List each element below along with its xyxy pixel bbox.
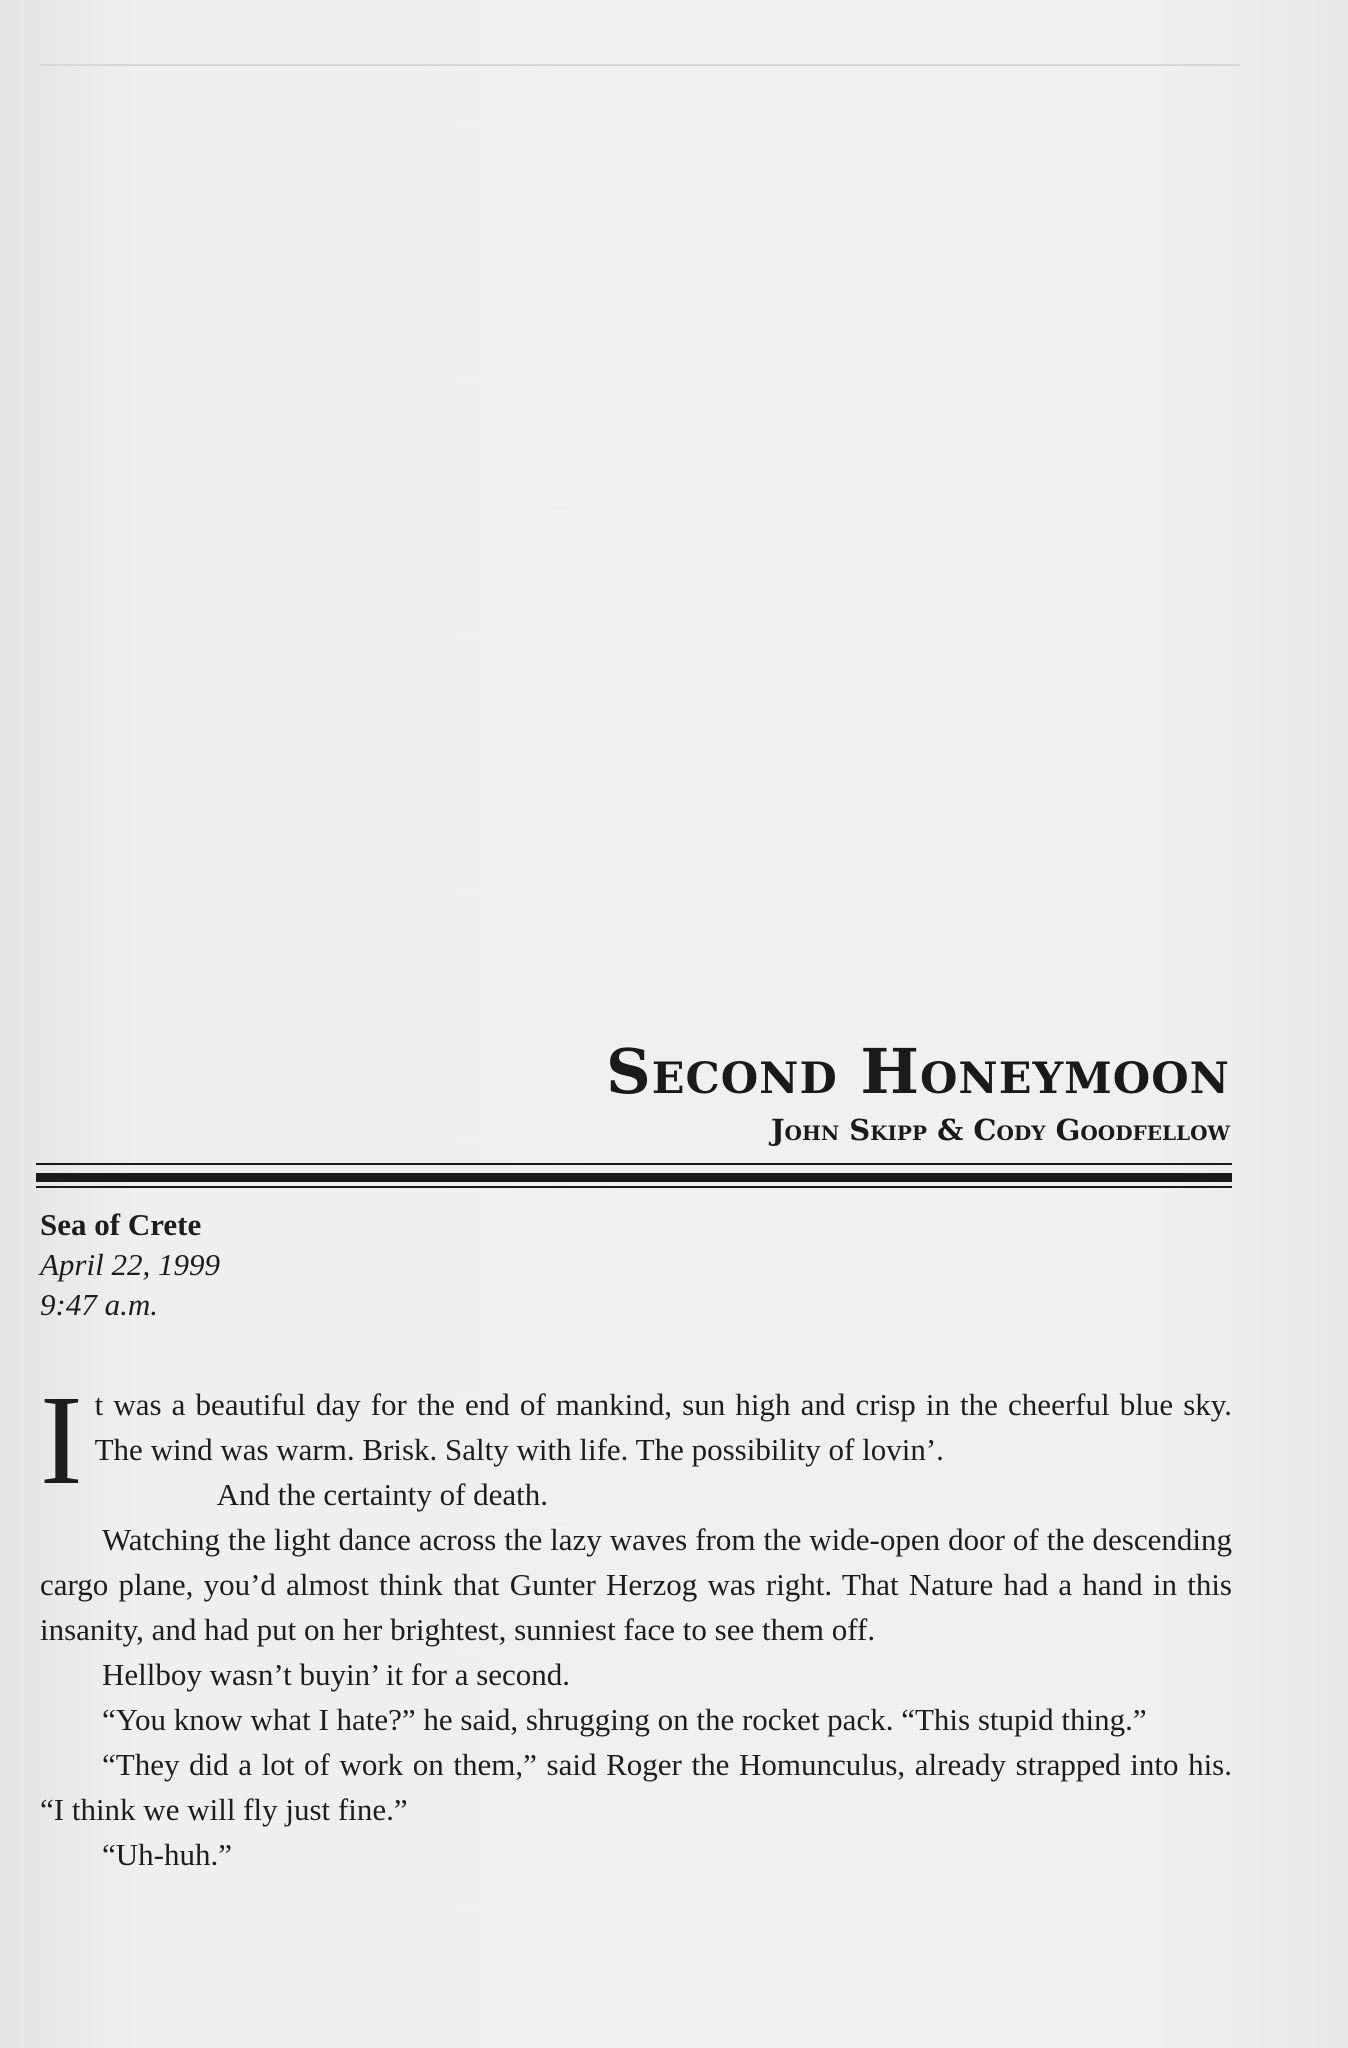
bleed-through-rule (40, 64, 1240, 66)
paragraph-5: “They did a lot of work on them,” said Roger the Homunculus, already strapped into his. “I think we will fly just fine.” (40, 1747, 1232, 1827)
paragraph-6: “Uh-huh.” (102, 1837, 232, 1872)
drop-cap: I (40, 1369, 83, 1511)
paragraph-1 (40, 1369, 1232, 1517)
header-rule-thin (36, 1163, 1232, 1165)
header-rule-thick (36, 1173, 1232, 1182)
paragraph-4: “You know what I hate?” he said, shrugging on the rocket pack. “This stupid thing.” (102, 1702, 1147, 1737)
dateline (40, 1205, 220, 1325)
dateline-time: 9:47 a.m. (40, 1287, 158, 1322)
paragraph-3: Hellboy wasn’t buyin’ it for a second. (102, 1657, 571, 1692)
story-title: Second Honeymoon (605, 1035, 1230, 1108)
paragraph-2: Watching the light dance across the lazy waves from the wide-open door of the descending cargo plane, you’d almost think that Gunter Herzog was right. That Nature had a hand in this insanity, and had put on her brightest, sunniest face to see them off. (40, 1522, 1232, 1647)
header-rule-bottom (36, 1186, 1232, 1188)
story-authors: John Skipp & Cody Goodfellow (770, 1113, 1230, 1147)
dateline-date: April 22, 1999 (40, 1247, 220, 1282)
dateline-location: Sea of Crete (40, 1207, 202, 1242)
story-body (40, 1369, 1232, 1877)
paragraph-1-continuation: And the certainty of death. (216, 1477, 549, 1512)
paragraph-1-text: t was a beautiful day for the end of mankind, sun high and crisp in the cheerful blue sky. The wind was warm. Brisk. Salty with life. The possibility of lovin’. (94, 1387, 1232, 1467)
